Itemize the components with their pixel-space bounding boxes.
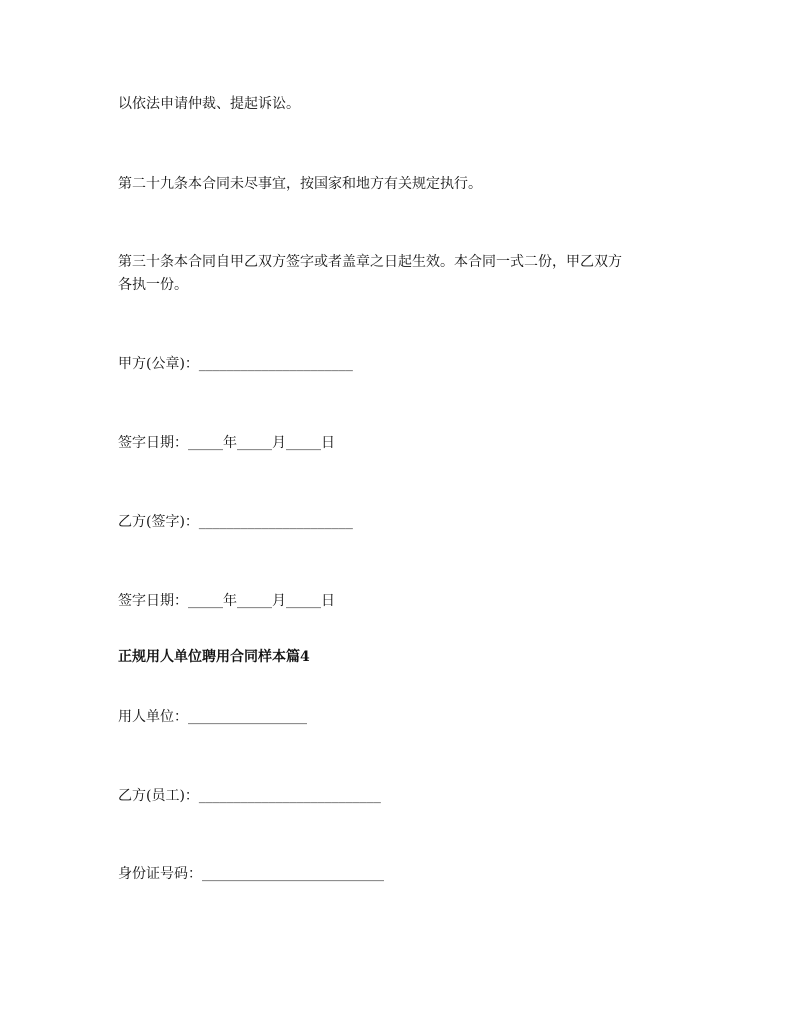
paragraph-article-30-line1: 第三十条本合同自甲乙双方签字或者盖章之日起生效。本合同一式二份，甲乙双方 [118,254,622,270]
section-heading: 正规用人单位聘用合同样本篇4 [118,649,310,665]
id-number-field: 身份证号码：__________________________ [118,866,384,882]
employer-field: 用人单位：_________________ [118,709,307,725]
employee-field: 乙方(员工)：__________________________ [118,788,381,804]
party-b-sign-date: 签字日期：_____年_____月_____日 [118,593,335,609]
paragraph-arbitration-end: 以依法申请仲裁、提起诉讼。 [118,96,300,112]
paragraph-article-29: 第二十九条本合同未尽事宜，按国家和地方有关规定执行。 [118,176,482,192]
party-a-sign-date: 签字日期：_____年_____月_____日 [118,435,335,451]
paragraph-article-30-line2: 各执一份。 [118,277,188,293]
party-a-seal-line: 甲方(公章)：______________________ [118,356,353,372]
party-b-sign-line: 乙方(签字)：______________________ [118,514,353,530]
